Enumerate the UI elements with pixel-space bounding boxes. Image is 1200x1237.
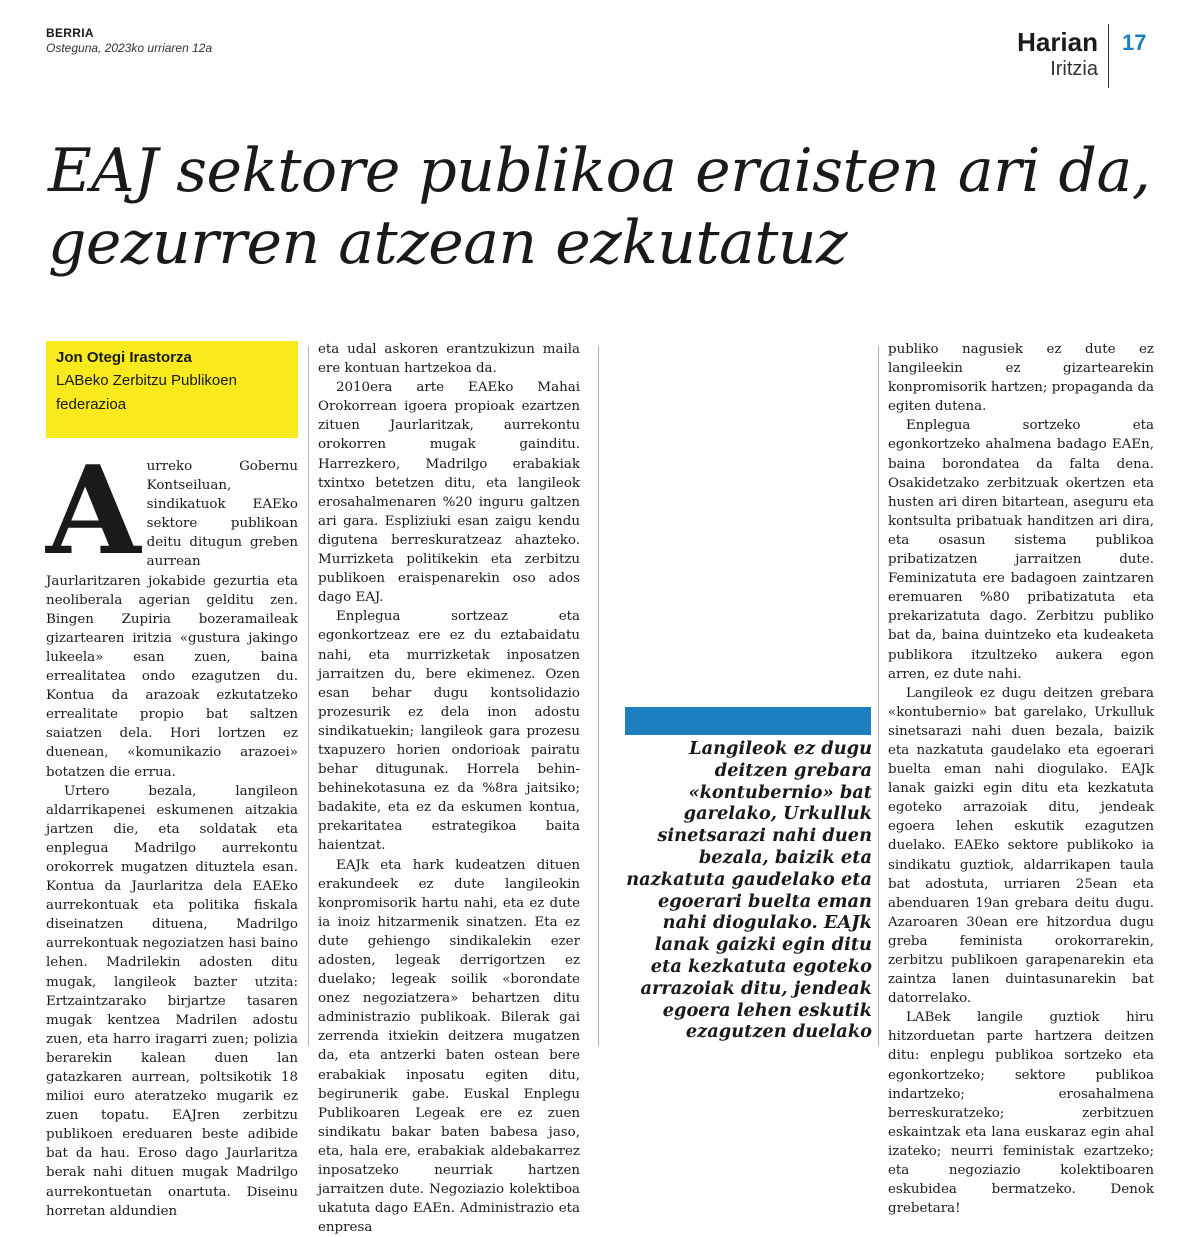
author-box bbox=[46, 341, 298, 438]
paragraph: Langileok ez dugu deitzen grebara «kontubernio» bat garelako, Urkulluk sinetsarazi nahi duen bezala, baizik eta nazkatuta gaudelako eta egoerari buelta eman nahi diogulako. EAJk lanak gaizki egin ditu eta kezkatuta egoteko arrazoiak ditu, jendeak egoera lehen eskutik ezagutzen duelako. EAEko sektore publikoko ia sindikatu guztiok, aldarrikapen taula bat adostuta, urriaren 25ean eta abenduaren 19an grebara deitu dugu. Azaroaren 30ean ere hitzordua dugu greba feminista orokorrarekin, zerbitzu publikoen garapenarekin eta zaintza lanen duintasunarekin bat datorrelako. bbox=[888, 685, 1154, 1007]
paragraph: Urtero bezala, langileon aldarrikapenei eskumenen aitzakia jartzen die, eta soldatak eta enplegua Madrilgo aurrekontu orokorrek mugatzen dituztela esan. Kontua da Jaurlaritza dela EAEko aurrekontuak eta politika fiskala diseinatzen dituena, Madrilgo aurrekontuak negoziatzen hasi baino lehen. Madrilekin adosten ditu mugak, langileok bazter utzita: Ertzaintzarako birjartze tasaren mugak kentzea Madrilen adostu zuen, eta harro iragarri zuen; poliziа berarekin kalean duen lan gatazkaren aurrean, poltsikotik 18 milioi euro ateratzeko mugarik ez zuen topatu. EAJren zerbitzu publikoen ereduaren beste adibide bat da hau. Eroso dago Jaurlaritza berak nahi dituen mugak Madrilgo aurrekontuetan onartuta. Diseinu horretan aldundien bbox=[46, 783, 298, 1219]
article-column-2 bbox=[318, 340, 580, 1237]
article-column-1 bbox=[46, 438, 298, 1221]
column-divider bbox=[598, 346, 599, 1046]
column-divider bbox=[878, 346, 879, 1046]
paragraph: 2010era arte EAEko Mahai Orokorrean igoera propioak ezartzen zituen Jaurlaritzak, aurrekontu orokorren mugak gainditu. Harrezkero, Madrilgo erabakiak txintxo betetzen ditu, eta langileok erosahalmenaren %20 inguru galtzen ari gara. Espliziuki esan zaigu kendu digutena berreskuratzeaz ahazteko. Murrizketa politikekin eta zerbitzu publikoen eraispenarekin oso ados dago EAJ. bbox=[318, 380, 580, 606]
section-title: Harian bbox=[1017, 27, 1098, 57]
paragraph: LABek langile guztiok hiru hitzorduetan parte hartzera deitzen ditu: enplegu publikoa sortzeko eta egonkortzeko; sektore publikoa indartzeko; erosahalmena berreskuratzeko; zerbitzuen eskaintzak eta lana euskaraz egin ahal izateko; neurri feministak ezartzeko; eta negoziazio kolektiboaren eskubidea bermatzeko. Denok grebetara! bbox=[888, 1010, 1154, 1217]
paragraph: eta udal askoren erantzukizun maila ere kontuan hartzekoa da. bbox=[318, 342, 580, 377]
author-organization: LABeko Zerbitzu Publikoen federazioa bbox=[56, 372, 237, 413]
paragraph-text: urreko Gobernu Kontseiluan, sindikatuok EAEko sektore publikoan deitu ditugun greben aurrean Jaurlaritzaren jokabide gezurtia eta neoliberala agerian gelditu zen. Bingen Zupiria bozeramaileak gizartearen iritzia «gustura jakingo lukeela» esan zuen, baina errealitatea ondo ezagutzen du. Kontua da arazoak ezkutatzeko errealitate propio bat saltzen saiatzen dela. Hori lortzen ez duenean, «komunikazio arazoei» botatzen die errua. bbox=[46, 459, 298, 780]
paragraph: Enplegua sortzeaz eta egonkortzeaz ere ez du eztabaidatu nahi, eta murrizketak inposatzen jarraitzen du, bere ekimenez. Ozen esan behar dugu kontsolidazio prozesurik ez dela inon adostu sindikatuekin; langileok gara prozesu txapuzero horien ondorioak pairatu behar ditugunak. Horrela behin-behinekotasuna ez da %8ra jaitsiko; badakite, eta ez da eskumen kontua, prekaritatea estrategikoa baita haientzat. bbox=[318, 609, 580, 854]
section-label bbox=[1017, 28, 1098, 82]
author-name: Jon Otegi Irastorza bbox=[56, 349, 192, 366]
paragraph bbox=[46, 438, 298, 782]
article-column-4 bbox=[888, 340, 1154, 1218]
drop-cap: A bbox=[46, 438, 141, 582]
paragraph: publiko nagusiek ez dute ez langileekin ez gizartearekin konpromisorik hartzen; propaganda da egiten dutena. bbox=[888, 342, 1154, 415]
paragraph: EAJk eta hark kudeatzen dituen erakundeek ez dute langileokin konpromisorik hartu nahi, eta ez dute ia inoiz hitzarmenik sinatzen. Eta ez dute gehiengo sindikalekin ezer adosten, legeak derrigortzen ez duelako; legeak soilik «borondate onez negoziatzera» behartzen ditu administrazio publikoak. Bilerak gai zerrenda itxiekin deitzera mugatzen da, eta antzerki baten ostean bere erabakiak inposatu egiten ditu, begirunerik gabe. Euskal Enplegu Publikoaren Legeak ere ez zuen sindikatu bakar baten babesa jaso, eta, hala ere, erabakiak aldebakarrez inposatzeko neurriak hartzen jarraitzen dute. Negoziazio kolektiboa ukatuta dago EAEn. Administrazio eta enpresa bbox=[318, 857, 580, 1236]
masthead: BERRIA bbox=[46, 26, 94, 40]
pull-quote-bar bbox=[625, 707, 871, 735]
pull-quote: Langileok ez dugu deitzen grebara «kontubernio» bat garelako, Urkulluk sinetsarazi nahi duen bezala, baizik eta nazkatuta gaudelako eta egoerari buelta eman nahi diogulako. EAJk lanak gaizki egin ditu eta kezkatuta egoteko arrazoiak ditu, jendeak egoera lehen eskutik ezagutzen duelako bbox=[626, 738, 872, 1043]
headline: EAJ sektore publikoa eraisten ari da, gezurren atzean ezkutatuz bbox=[48, 136, 1151, 278]
paragraph: Enplegua sortzeko eta egonkortzeko ahalmena badago EAEn, baina borondatea da falta dena. Osakidetzako zerbitzuak okertzen eta husten ari diren bitartean, aseguru eta kontsulta pribatuak handitzen ari dira, eta osasun sistema publikoa pribatizatzen jarraitzen dute. Feminizatuta ere badagoen zaintzaren eremuaren %80 pribatizatuta eta prekarizatuta dago. Zerbitzu publiko bat da, baina duintzeko eta kudeaketa publikora itzultzeko aukera egon arren, ez dute nahi. bbox=[888, 418, 1154, 682]
subsection-title: Iritzia bbox=[1050, 58, 1098, 80]
column-divider bbox=[308, 346, 309, 1046]
page-number: 17 bbox=[1122, 30, 1147, 55]
header-divider bbox=[1108, 24, 1109, 88]
issue-date: Osteguna, 2023ko urriaren 12a bbox=[46, 41, 213, 55]
